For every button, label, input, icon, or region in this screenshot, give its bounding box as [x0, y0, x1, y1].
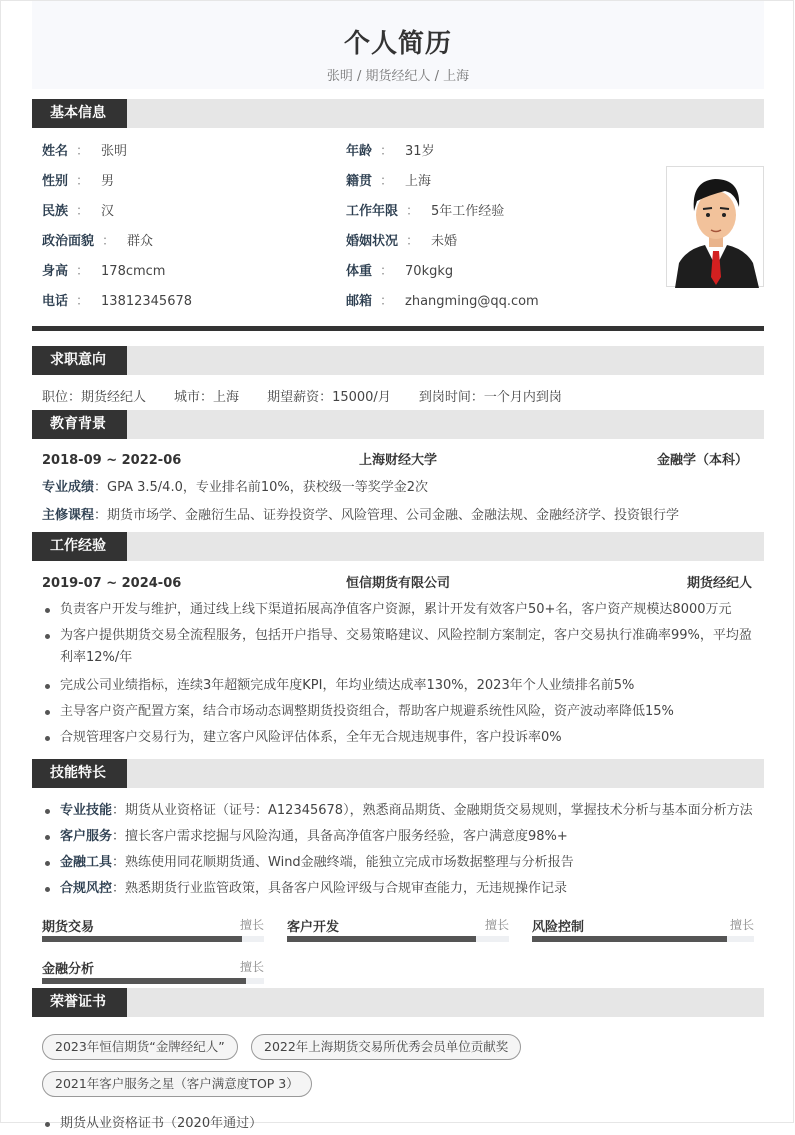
- edu-school: 上海财经大学: [358, 453, 437, 468]
- skill-bar-fill: [532, 936, 727, 942]
- info-colon: ：: [406, 234, 420, 249]
- info-value: 上海: [405, 174, 432, 189]
- info-field: [42, 233, 153, 251]
- work-position: 期货经纪人: [686, 576, 752, 591]
- intent-city: 城市：上海: [174, 390, 240, 405]
- skill-bar-fill: [42, 978, 246, 984]
- info-label: 姓名: [42, 144, 69, 159]
- honor-chip: 2021年客户服务之星（客户满意度TOP 3）: [42, 1071, 312, 1097]
- info-field: [42, 203, 114, 221]
- info-field: [346, 203, 504, 221]
- info-field: [346, 173, 431, 191]
- info-value: 31岁: [405, 144, 435, 159]
- section-title: 教育背景: [32, 410, 127, 439]
- section-skills: [32, 759, 764, 788]
- info-field: [346, 233, 457, 251]
- section-title: 荣誉证书: [32, 988, 127, 1017]
- info-field: [42, 173, 114, 191]
- info-label: 年龄: [346, 144, 373, 159]
- section-title: 工作经验: [32, 532, 127, 561]
- work-bullet: 主导客户资产配置方案，结合市场动态调整期货投资组合，帮助客户规避系统性风险，资产波动率降低15%: [42, 701, 762, 723]
- info-colon: ：: [380, 144, 394, 159]
- honor-chip: 2022年上海期货交易所优秀会员单位贡献奖: [251, 1034, 521, 1060]
- page-title: 个人简历: [343, 29, 452, 59]
- section-job-intent: [32, 346, 764, 375]
- work-bullet: 合规管理客户交易行为，建立客户风险评估体系，全年无合规违规事件，客户投诉率0%: [42, 727, 762, 749]
- info-colon: ：: [76, 264, 90, 279]
- edu-grades: 专业成绩：GPA 3.5/4.0，专业排名前10%，获校级一等奖学金2次: [42, 480, 429, 495]
- page-subtitle: 张明 / 期货经纪人 / 上海: [326, 69, 470, 84]
- info-colon: ：: [380, 264, 394, 279]
- info-value: 男: [101, 174, 115, 189]
- section-work: [32, 532, 764, 561]
- profile-photo: [666, 166, 764, 287]
- intent-position: 职位：期货经纪人: [42, 390, 147, 405]
- info-value: zhangming@qq.com: [405, 294, 539, 309]
- skill-item: 合规风控：熟悉期货行业监管政策，具备客户风险评级与合规审查能力，无违规操作记录: [42, 878, 762, 900]
- info-value: 张明: [101, 144, 128, 159]
- work-bullet: 为客户提供期货交易全流程服务，包括开户指导、交易策略建议、风险控制方案制定，客户交易执行准确率99%，平均盈利率12%/年: [42, 625, 762, 669]
- skill-item: 客户服务：擅长客户需求挖掘与风险沟通，具备高净值客户服务经验，客户满意度98%+: [42, 826, 762, 848]
- info-label: 身高: [42, 264, 69, 279]
- info-field: [346, 263, 453, 281]
- info-colon: ：: [406, 204, 420, 219]
- info-label: 性别: [42, 174, 69, 189]
- info-value: 群众: [127, 234, 154, 249]
- info-value: 汉: [101, 204, 115, 219]
- info-colon: ：: [76, 144, 90, 159]
- info-value: 70kgkg: [405, 264, 454, 279]
- info-colon: ：: [76, 174, 90, 189]
- info-field: [346, 293, 539, 311]
- job-intent-line: [42, 389, 562, 407]
- info-field: [346, 143, 435, 161]
- edu-courses: 主修课程：期货市场学、金融衍生品、证券投资学、风险管理、公司金融、金融法规、金融经济学、投资银行学: [42, 508, 680, 523]
- info-colon: ：: [380, 174, 394, 189]
- info-label: 体重: [346, 264, 373, 279]
- section-title: 基本信息: [32, 99, 127, 128]
- honor-chip: 2023年恒信期货“金牌经纪人”: [42, 1034, 238, 1060]
- intent-salary: 期望薪资：15000/月: [267, 390, 391, 405]
- skill-item: 金融工具：熟练使用同花顺期货通、Wind金融终端，能独立完成市场数据整理与分析报告: [42, 852, 762, 874]
- section-honors: [32, 988, 764, 1017]
- info-value: 13812345678: [101, 294, 193, 309]
- section-title: 求职意向: [32, 346, 127, 375]
- info-field: [42, 263, 165, 281]
- info-colon: ：: [380, 294, 394, 309]
- info-label: 民族: [42, 204, 69, 219]
- honor-item: 期货从业资格证书（2020年通过）: [42, 1113, 762, 1135]
- work-company: 恒信期货有限公司: [345, 576, 450, 591]
- info-value: 未婚: [431, 234, 458, 249]
- info-field: [42, 293, 192, 311]
- info-label: 政治面貌: [42, 234, 95, 249]
- info-label: 工作年限: [346, 204, 399, 219]
- section-education: [32, 410, 764, 439]
- info-label: 电话: [42, 294, 69, 309]
- edu-major: 金融学（本科）: [656, 453, 748, 468]
- work-period: 2019-07 ~ 2024-06: [42, 576, 182, 591]
- info-label: 邮箱: [346, 294, 373, 309]
- info-colon: ：: [76, 204, 90, 219]
- info-colon: ：: [102, 234, 116, 249]
- intent-start: 到岗时间：一个月内到岗: [418, 390, 562, 405]
- info-value: 178cmcm: [101, 264, 166, 279]
- work-bullet: 完成公司业绩指标，连续3年超额完成年度KPI，年均业绩达成率130%，2023年个人业绩排名前5%: [42, 675, 762, 697]
- divider: [32, 326, 764, 331]
- skill-bar-fill: [287, 936, 476, 942]
- info-field: [42, 143, 127, 161]
- info-label: 婚姻状况: [346, 234, 399, 249]
- edu-period: 2018-09 ~ 2022-06: [42, 453, 182, 468]
- resume-page: 个人简历 张明 / 期货经纪人 / 上海 基本信息 姓名 ： 张明 性别 ： 男 民族 ： 汉 政治面貌 ： 群众 身高 ： 178cmcm 电话 ： 13812345678 年龄 ： 31岁 籍贯 ： 上海 工作年限 ： 5年工作经验 婚姻状况 ： 未婚 体重 ： 70kgkg 邮箱 ： zhangming@qq.com 求职意向 职位：期货经纪人 城市：上海 期望薪资：15000/月 到岗时间：一个月内到岗 教育背景 2018-09 ~ 2022-06 上海财经大学 金融学（本科） 专业成绩：GPA 3.5/4.0，专业排名前10%，获校级一等奖学金2次 主修课程：期货市场学、金融衍生品、证券投资学、风险管理、公司金融、金融法规、金融经济学、投资银行学 工作经验 2019-07 ~ 2024-06 恒信期货有限公司 期货经纪人 负责客户开发与维护，通过线上线下渠道拓展高净值客户资源，累计开发有效客户50+名，客户资产规模达8000万元 为客户提供期货交易全流程服务，包括开户指导、交易策略建议、风险控制方案制定，客户交易执行准确率99%，平均盈利率12%/年 完成公司业绩指标，连续3年超额完成年度KPI，年均业绩达成率130%，2023年个人业绩排名前5% 主导客户资产配置方案，结合市场动态调整期货投资组合，帮助客户规避系统性风险，资产波动率降低15% 合规管理客户交易行为，建立客户风险评估体系，全年无合规违规事件，客户投诉率0% 技能特长 专业技能：期货从业资格证（证号：A12345678），熟悉商品期货、金融期货交易规则，掌握技术分析与基本面分析方法 客户服务：擅长客户需求挖掘与风险沟通，具备高净值客户服务经验，客户满意度98%+ 金融工具：熟练使用同花顺期货通、Wind金融终端，能独立完成市场数据整理与分析报告 合规风控：熟悉期货行业监管政策，具备客户风险评级与合规审查能力，无违规操作记录 期货交易 擅长 客户开发 擅长 风险控制 擅长 金融分析 擅长 荣誉证书 2023年恒信期货“金牌经纪人” 2022年上海期货交易所优秀会员单位贡献奖 2021年客户服务之星（客户满意度TOP 3） 期货从业资格证书（2020年通过）: [0, 0, 794, 1123]
- section-basic-info: [32, 99, 764, 128]
- info-colon: ：: [76, 294, 90, 309]
- info-label: 籍贯: [346, 174, 373, 189]
- work-bullet: 负责客户开发与维护，通过线上线下渠道拓展高净值客户资源，累计开发有效客户50+名，客户资产规模达8000万元: [42, 599, 762, 621]
- section-title: 技能特长: [32, 759, 127, 788]
- info-value: 5年工作经验: [431, 204, 505, 219]
- skill-item: 专业技能：期货从业资格证（证号：A12345678），熟悉商品期货、金融期货交易规则，掌握技术分析与基本面分析方法: [42, 800, 762, 822]
- skill-bar-fill: [42, 936, 242, 942]
